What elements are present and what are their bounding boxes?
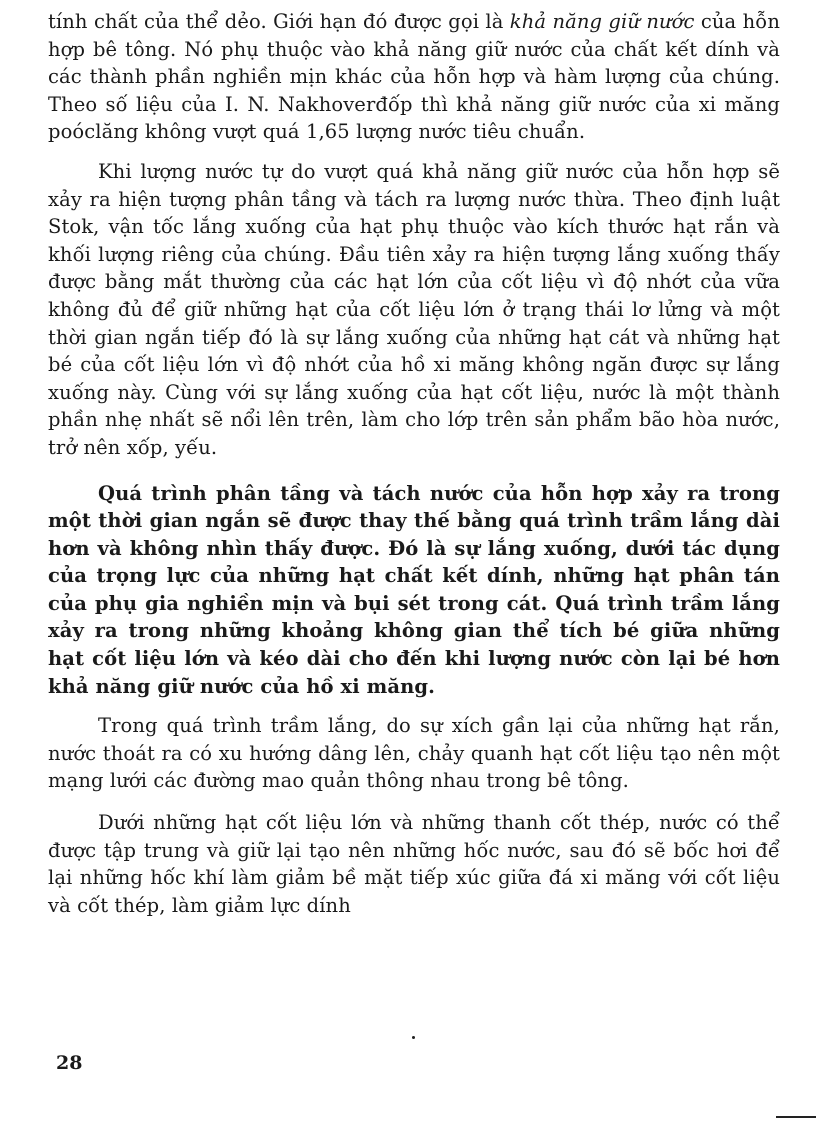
paragraph-3: Quá trình phân tầng và tách nước của hỗn hợp xảy ra trong một thời gian ngắn sẽ được thay thế bằng quá trình trầm lắng dài hơn và không nhìn thấy được. Đó là sự lắng xuống, dưới tác dụng của trọng lực của những hạt chất kết dính, những hạt phân tán của phụ gia nghiền mịn và bụi sét trong cát. Quá trình trầm lắng xảy ra trong những khoảng không gian thể tích bé giữa những hạt cốt liệu lớn và kéo dài cho đến khi lượng nước còn lại bé hơn khả năng giữ nước của hồ xi măng. <box>48 481 780 698</box>
paragraph-1-text-start: tính chất của thể dẻo. Giới hạn đó được gọi là <box>48 10 510 33</box>
paragraph-4: Trong quá trình trầm lắng, do sự xích gần lại của những hạt rắn, nước thoát ra có xu hướng dâng lên, chảy quanh hạt cốt liệu tạo nên một mạng lưới các đường mao quản thông nhau trong bê tông. <box>48 714 780 793</box>
paragraph-2: Khi lượng nước tự do vượt quá khả năng giữ nước của hỗn hợp sẽ xảy ra hiện tượng phân tầng và tách ra lượng nước thừa. Theo định luật Stok, vận tốc lắng xuống của hạt phụ thuộc vào kích thước hạt rắn và khối lượng riêng của chúng. Đầu tiên xảy ra hiện tượng lắng xuống thấy được bằng mắt thường của các hạt lớn của cốt liệu vì độ nhớt của vữa không đủ để giữ những hạt của cốt liệu lớn ở trạng thái lơ lửng và một thời gian ngắn tiếp đó là sự lắng xuống của những hạt cát và những hạt bé của cốt liệu lớn vì độ nhớt của hồ xi măng không ngăn được sự lắng xuống này. Cùng với sự lắng xuống của hạt cốt liệu, nước là một thành phần nhẹ nhất sẽ nổi lên trên, làm cho lớp trên sản phẩm bão hòa nước, trở nên xốp, yếu. <box>48 159 780 459</box>
page-number: 28 <box>56 1052 83 1074</box>
term-water-retention: khả năng giữ nước <box>509 10 695 33</box>
footer-rule <box>776 1116 816 1118</box>
paragraph-1 <box>48 8 780 146</box>
paragraph-1-text-end: của hỗn hợp bê tông. Nó phụ thuộc vào khả năng giữ nước của chất kết dính và các thành phần nghiền mịn khác của hỗn hợp và hàm lượng của chúng. Theo số liệu của I. N. Nakhoverđốp thì khả năng giữ nước của xi măng poóclăng không vượt quá 1,65 lượng nước tiêu chuẩn. <box>48 10 780 144</box>
paragraph-5: Dưới những hạt cốt liệu lớn và những thanh cốt thép, nước có thể được tập trung và giữ lại tạo nên những hốc nước, sau đó sẽ bốc hơi để lại những hốc khí làm giảm bề mặt tiếp xúc giữa đá xi măng với cốt liệu và cốt thép, làm giảm lực dính <box>48 811 780 917</box>
document-page <box>48 8 780 919</box>
print-speck <box>412 1036 415 1039</box>
